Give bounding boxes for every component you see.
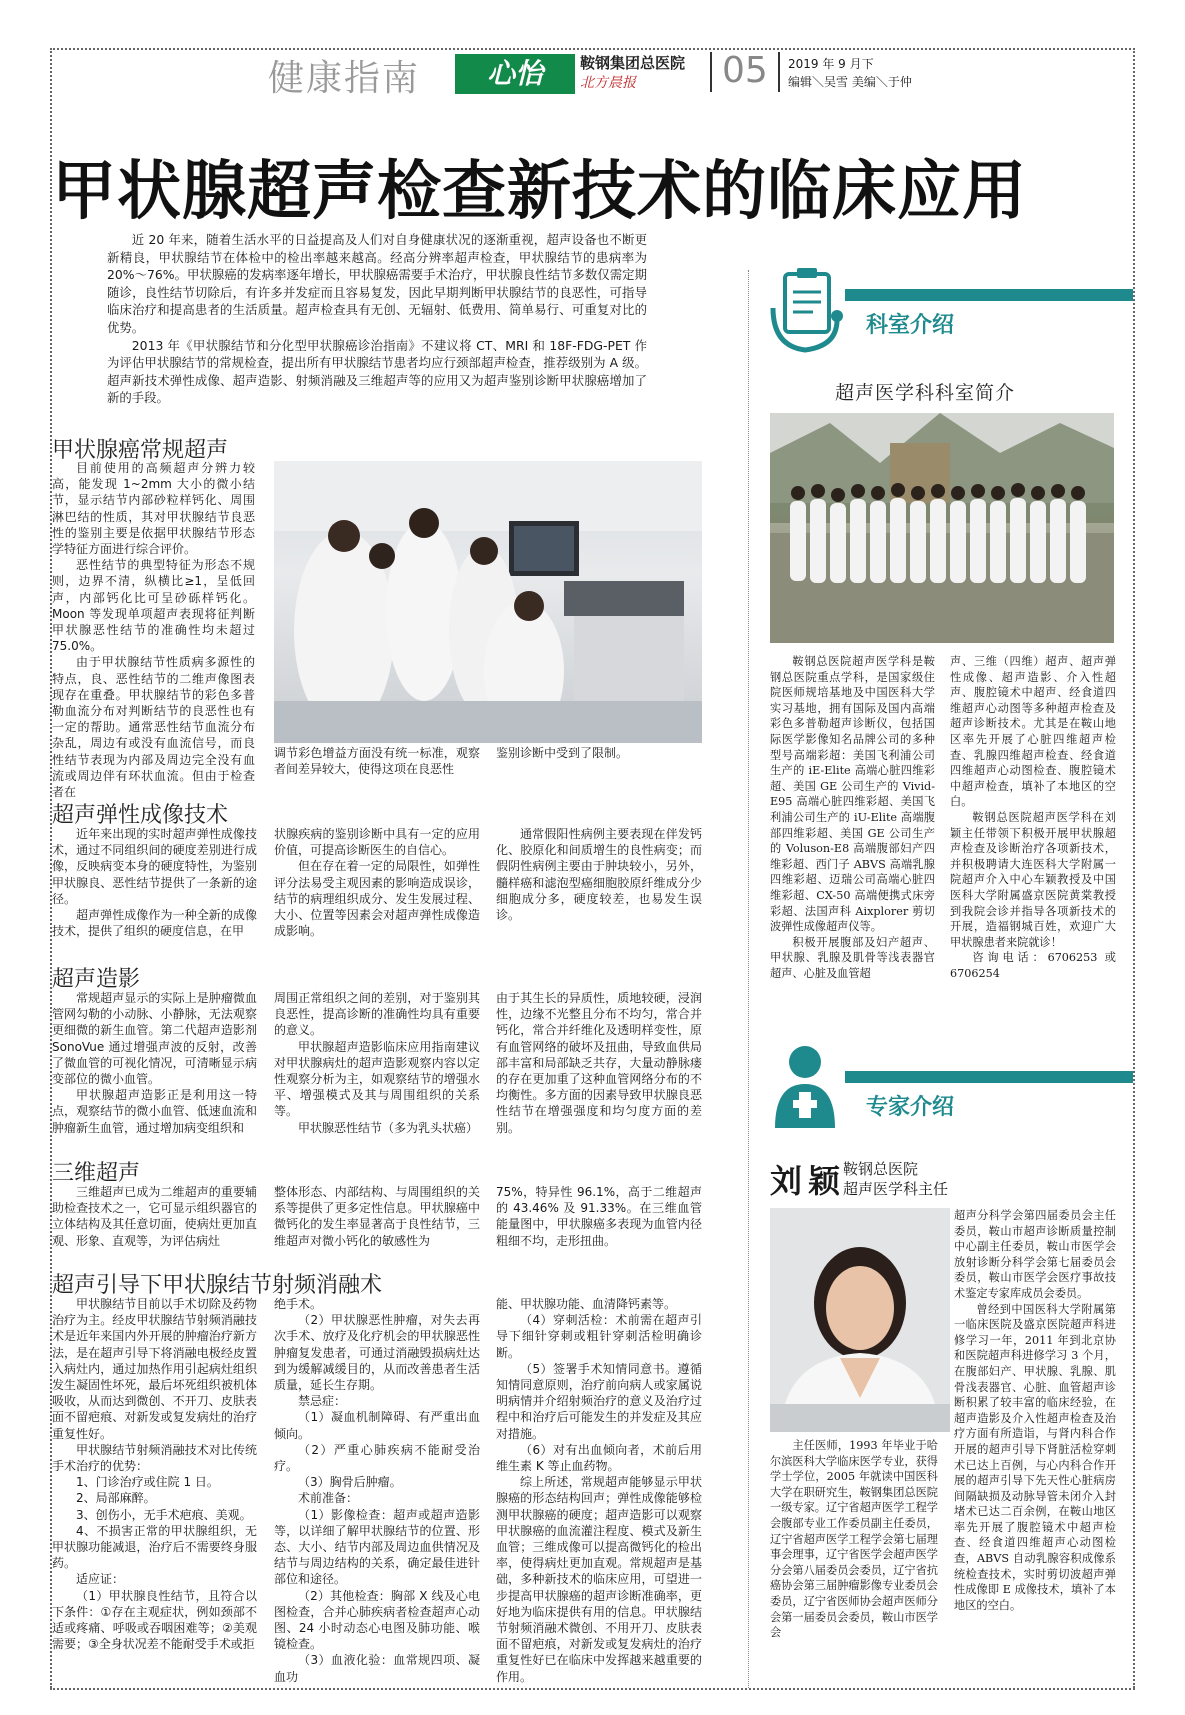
paragraph: 甲状腺结节目前以手术切除及药物治疗为主。经皮甲状腺结节射频消融技术是近年来国内外开展的肿瘤治疗新方法，是在超声引导下将消融电极经皮置入病灶内，通过加热作用引起病灶组织发生凝固性坏死，最后坏死组织被机体吸收，从而达到微创、不开刀、皮肤表面不留疤痕、对新发或复发病灶的治疗重复性好。 — [52, 1297, 257, 1441]
paragraph: 但在存在着一定的局限性，如弹性评分法易受主观因素的影响造成误诊，结节的病理组织成分、发生发展过程、大小、位置等因素会对超声弹性成像造成影响。 — [274, 859, 480, 939]
logo: 心怡 — [455, 54, 575, 94]
paragraph: 超声分科学会第四届委员会主任委员，鞍山市超声诊断质量控制中心副主任委员，鞍山市医学会放射诊断分科学会第七届委员会委员，鞍山市医学会医疗事故技术鉴定专家库成员会委员。 — [954, 1209, 1116, 1300]
paragraph: 术前准备： — [298, 1491, 359, 1506]
expert-banner-bar — [845, 1071, 1133, 1083]
section-title: 超声引导下甲状腺结节射频消融术 — [52, 1273, 383, 1298]
dept-banner-label: 科室介绍 — [866, 313, 955, 338]
paragraph: 近年来出现的实时超声弹性成像技术，通过不同组织间的硬度差别进行成像，反映病变本身的硬度特性，为鉴别甲状腺良、恶性结节提供了一条新的途径。 — [52, 827, 257, 906]
expert-column — [954, 1208, 1116, 1612]
paragraph: （3）血液化验：血常规四项、凝血功 — [274, 1653, 480, 1684]
section-column — [52, 826, 257, 946]
dept-column — [950, 654, 1116, 1020]
paragraph: 由于甲状腺结节性质病多源性的特点，良、恶性结节的二维声像图表现存在重叠。甲状腺结节的彩色多普勒血流分布对判断结节的良恶性也有一定的帮助。通常恶性结节血流分布杂乱，周边有或没有血流信号，而良性结节表现为内部及周边完全没有血流或周边伴有环状血流。但由于检查者在 — [52, 655, 255, 800]
paragraph: 绝手术。 — [274, 1297, 323, 1311]
section-column — [52, 1296, 257, 1684]
paragraph: （1）凝血机制障碍、有严重出血倾向。 — [274, 1410, 480, 1441]
logo-sub: 北方晨报 — [580, 75, 636, 91]
section-title: 超声造影 — [52, 967, 141, 992]
paragraph: 4、不损害正常的甲状腺组织，无甲状腺功能减退，治疗后不需要终身服药。 — [52, 1523, 257, 1571]
section-column — [496, 826, 702, 946]
paragraph: （4）穿刺活检：术前需在超声引导下细针穿刺或粗针穿刺活检明确诊断。 — [496, 1313, 702, 1360]
paragraph: 综上所述，常规超声能够显示甲状腺癌的形态结构回声；弹性成像能够检测甲状腺癌的硬度；超声造影可以观察甲状腺癌的血流灌注程度、模式及新生血管；三维成像可以提高微钙化的检出率，使得病灶更加直观。常规超声是基础，多种新技术的临床应用，可望进一步提高甲状腺癌的超声诊断准确率，更好地为临床提供有用的信息。甲状腺结节射频消融术微创、不用开刀、皮肤表面不留疤痕，对新发或复发病灶的治疗重复性好已在临床中发挥越来越重要的作用。 — [496, 1475, 702, 1684]
paragraph: 1、门诊治疗或住院 1 日。 — [76, 1475, 219, 1490]
paragraph: 甲状腺超声造影正是利用这一特点，观察结节的微小血管、低速血流和肿瘤新生血管，通过增加病变组织和 — [52, 1088, 257, 1135]
paragraph: 由于其生长的异质性，质地较硬，浸润性，边缘不光整且分布不均匀，常合并钙化，常合并纤维化及透明样变性，原有血管网络的破坏及扭曲，导致血供局部丰富和局部缺乏共存，大量动静脉瘘的存在更加重了这种血管网络分布的不均衡性。多方面的因素导致甲状腺良恶性结节在增强强度和均匀度方面的差别。 — [496, 991, 702, 1135]
section-column — [274, 826, 480, 946]
paragraph: 2、局部麻醉。 — [76, 1491, 156, 1506]
paragraph: 鞍钢总医院超声医学科在刘颖主任带领下积极开展甲状腺超声检查及诊断治疗各项新技术，并积极聘请大连医科大学附属一院超声介入中心车颖教授及中国医科大学附属盛京医院黄棠教授到我院会诊并指导各项新技术的开展，造福钢城百姓，欢迎广大甲状腺患者来院就诊！ — [950, 810, 1116, 949]
section-column — [496, 1184, 702, 1250]
paragraph: 甲状腺结节射频消融技术对比传统手术治疗的优势： — [52, 1442, 257, 1474]
paragraph: 75%，特异性 96.1%，高于二维超声的 43.46% 及 91.33%。在三维血管能量图中，甲状腺癌多表现为血管内径粗细不均，走形扭曲。 — [496, 1185, 702, 1248]
section-title: 三维超声 — [52, 1161, 141, 1186]
paragraph: （1）影像检查：超声或超声造影等，以详细了解甲状腺结节的位置、形态、大小、结节内部及周边血供情况及结节与周边结构的关系，确定最佳进针部位和途径。 — [274, 1507, 480, 1587]
section-column — [496, 990, 702, 1135]
section-column — [274, 990, 480, 1135]
paragraph: 禁忌症： — [298, 1394, 347, 1409]
paragraph: 整体形态、内部结构、与周围组织的关系等提供了更多定性信息。甲状腺癌中微钙化的发生率显著高于良性结节，三维超声对微小钙化的敏感性为 — [274, 1185, 480, 1248]
section-label: 健康指南 — [268, 58, 421, 99]
expert-title: 超声医学科主任 — [843, 1180, 949, 1198]
section-column — [274, 745, 480, 777]
section-column — [52, 1184, 257, 1250]
ultrasound-exam-photo — [274, 461, 702, 743]
dept-staff-photo — [770, 413, 1114, 643]
paragraph: （3）胸骨后肿瘤。 — [298, 1475, 402, 1490]
paragraph: 鞍钢总医院超声医学科是鞍钢总医院重点学科，是国家级住院医师规培基地及中国医科大学实习基地，拥有国际及国内高端彩色多普勒超声诊断仪，包括国际医学影像知名品牌公司的多种型号高端彩超：美国飞利浦公司生产的 iE-Elite 高端心脏四维彩超、美国 GE 公司生产的 Vivid-E95 高端心脏四维彩超、美国飞利浦公司生产的 iU-Elite 高端腹部四维彩超、美国 GE 公司生产的 Voluson-E8 高端腹部妇产四维彩超、西门子 ABVS 高端乳腺四维彩超、迈瑞公司高端心脏四维彩超、CX-50 高端便携式床旁彩超、法国声科 Aixplorer 剪切波弹性成像超声仪等。 — [770, 655, 935, 934]
paragraph: （1）甲状腺良性结节，且符合以下条件：①存在主观症状，例如颈部不适或疼痛、呼吸或吞咽困难等；②美观需要；③全身状况差不能耐受手术或拒 — [52, 1588, 257, 1652]
paragraph: 3、创伤小，无手术疤痕、美观。 — [76, 1507, 252, 1522]
expert-banner-label: 专家介绍 — [866, 1095, 955, 1120]
paragraph: 常规超声显示的实际上是肿瘤微血管网勾勒的小动脉、小静脉，无法观察更细微的新生血管。第二代超声造影剂 SonoVue 通过增强声波的反射，改善了微血管的可视化情况，可清晰显示病变部位的微小血管。 — [52, 991, 257, 1087]
section-column — [274, 1296, 480, 1684]
paragraph: （2）严重心肺疾病不能耐受治疗。 — [274, 1442, 480, 1474]
intro-paragraph: 2013 年《甲状腺结节和分化型甲状腺癌诊治指南》不建议将 CT、MRI 和 18F-FDG-PET 作为评估甲状腺结节的常规检查，提出所有甲状腺结节患者均应行颈部超声检查，推荐级别为 A 级。超声新技术弹性成像、超声造影、射频消融及三维超声等的应用又为超声鉴别诊断甲状腺癌增加了新的手段。 — [107, 337, 647, 406]
page-number: 05 — [722, 50, 768, 91]
paragraph: 恶性结节的典型特征为形态不规则，边界不清，纵横比≥1，呈低回声，内部钙化比可呈砂砾样钙化。Moon 等发现单项超声表现将征判断甲状腺恶性结节的准确性均未超过 75.0%。 — [52, 558, 255, 654]
paragraph: 鉴别诊断中受到了限制。 — [496, 746, 629, 760]
issue-date: 2019 年 9 月下 — [788, 57, 874, 71]
dept-icon — [765, 268, 845, 358]
column-divider — [748, 270, 749, 1688]
paragraph: 主任医师，1993 年毕业于哈尔滨医科大学临床医学专业，获得学士学位，2005 年就读中国医科大学在职研究生，鞍钢集团总医院一级专家。辽宁省超声医学工程学会腹部专业工作委员副主任委员，辽宁省超声医学工程学会第七届理事会理事，辽宁省医学会超声医学分会第八届委员会委员，辽宁省抗癌协会第三届肿瘤影像专业委员会委员，辽宁省医师协会超声医师分会第一届委员会委员，鞍山市医学会 — [770, 1439, 938, 1640]
paragraph: 周围正常组织之间的差别，对于鉴别其良恶性，提高诊断的准确性均具有重要的意义。 — [274, 991, 480, 1038]
paragraph: 声、三维（四维）超声、超声弹性成像、超声造影、介入性超声、腹腔镜术中超声、经食道四维超声心动图等多种超声检查及超声诊断技术。尤其是在鞍山地区率先开展了心脏四维超声检查、乳腺四维超声检查、经食道四维超声心动图检查、腹腔镜术中超声检查，填补了本地区的空白。 — [950, 655, 1116, 809]
section-column — [52, 990, 257, 1135]
paragraph: （6）对有出血倾向者，术前后用维生素 K 等止血药物。 — [496, 1442, 702, 1474]
expert-icon — [765, 1040, 845, 1130]
paragraph: 曾经到中国医科大学附属第一临床医院及盛京医院超声科进修学习一年，2011 年到北京协和医院超声科进修学习 3 个月，在腹部妇产、甲状腺、乳腺、肌骨浅表器官、心脏、血管超声诊断积累了较丰富的临床经验，在超声造影及介入性超声检查及治疗方面有所造诣，与肾内科合作开展的超声引导下肾脏活检穿刺术已达上百例，与心内科合作开展的超声引导下先天性心脏病房间隔缺损及动脉导管未闭介入封堵术已达二百余例，在鞍山地区率先开展了腹腔镜术中超声检查、经食道四维超声心动图检查，ABVS 自动乳腺容积成像系统检查技术，实时剪切波超声弹性成像即 E 成像技术，填补了本地区的空白。 — [954, 1302, 1116, 1612]
masthead-divider — [778, 52, 780, 92]
paragraph: 甲状腺恶性结节（多为乳头状癌） — [298, 1120, 479, 1135]
paragraph: 目前使用的高频超声分辨力较高，能发现 1~2mm 大小的微小结节，显示结节内部砂粒样钙化、周围淋巴结的性质，其对甲状腺结节良恶性的鉴别主要是依据甲状腺结节形态学特征方面进行综合评价。 — [52, 461, 255, 557]
paragraph: 甲状腺超声造影临床应用指南建议对甲状腺病灶的超声造影观察内容以定性观察分析为主，如观察结节的增强水平、增强模式及其与周围组织的关系等。 — [274, 1039, 480, 1119]
paragraph: 积极开展腹部及妇产超声、甲状腺、乳腺及肌骨等浅表器官超声、心脏及血管超 — [770, 935, 935, 980]
section-column — [52, 460, 255, 810]
masthead-divider — [710, 52, 712, 92]
section-title: 超声弹性成像技术 — [52, 803, 229, 828]
expert-portrait — [770, 1208, 950, 1432]
dept-subtitle: 超声医学科科室简介 — [835, 382, 1016, 404]
expert-column — [770, 1438, 938, 1684]
intro-paragraph: 近 20 年来，随着生活水平的日益提高及人们对自身健康状况的逐渐重视，超声设备也不断更新精良，甲状腺结节在体检中的检出率越来越高。经高分辨率超声检查，甲状腺结节的患病率为 20%～76%。甲状腺癌的发病率逐年增长，甲状腺癌需要手术治疗，甲状腺良性结节多数仅需定期随诊，良性结节切除后，有许多并发症而且容易复发，因此早期判断甲状腺结节的良恶性，可指导临床治疗和提高患者的生活质量。超声检查具有无创、无辐射、低费用、简单易行、可重复对比的优势。 — [107, 232, 647, 335]
editors: 编辑＼吴雪 美编＼于仲 — [788, 75, 912, 89]
intro — [107, 231, 647, 407]
paragraph: 能、甲状腺功能、血清降钙素等。 — [496, 1297, 677, 1311]
paragraph: 状腺疾病的鉴别诊断中具有一定的应用价值，可提高诊断医生的自信心。 — [274, 827, 480, 858]
contact-phone: 咨询电话：6706253 或 6706254 — [950, 951, 1116, 980]
section-column — [496, 1296, 702, 1684]
dept-banner-bar — [845, 289, 1133, 301]
paragraph: 三维超声已成为二维超声的重要辅助检查技术之一，它可显示组织器官的立体结构及其任意切面，使病灶更加直观、形象、直观等，为评估病灶 — [52, 1185, 257, 1248]
expert-name: 刘颖 — [770, 1162, 847, 1200]
hospital-name: 鞍钢集团总医院 — [580, 54, 686, 72]
section-title: 甲状腺癌常规超声 — [52, 438, 229, 463]
expert-hospital: 鞍钢总医院 — [843, 1160, 919, 1178]
section-column — [496, 745, 702, 761]
dept-column — [770, 654, 935, 1020]
paragraph: （2）其他检查：胸部 X 线及心电图检查，合并心肺疾病者检查超声心动图、24 小时动态心电图及肺功能、喉镜检查。 — [274, 1588, 480, 1652]
paragraph: （5）签署手术知情同意书。遵循知情同意原则，治疗前向病人或家属说明病情并介绍射频治疗的意义及治疗过程中和治疗后可能发生的并发症及其应对措施。 — [496, 1361, 702, 1441]
paragraph: （2）甲状腺恶性肿瘤，对失去再次手术、放疗及化疗机会的甲状腺恶性肿瘤复发患者，可通过消融毁损病灶达到为缓解减缓目的，从而改善患者生活质量，延长生存期。 — [274, 1313, 480, 1393]
headline: 甲状腺超声检查新技术的临床应用 — [52, 155, 1027, 229]
paragraph: 超声弹性成像作为一种全新的成像技术，提供了组织的硬度信息，在甲 — [52, 908, 257, 939]
section-column — [274, 1184, 480, 1250]
paragraph: 调节彩色增益方面没有统一标准，观察者间差异较大，使得这项在良恶性 — [274, 746, 480, 777]
paragraph: 适应证： — [76, 1572, 125, 1587]
paragraph: 通常假阳性病例主要表现在伴发钙化、胶原化和间质增生的良性病变；而假阴性病例主要由于肿块较小，另外，髓样癌和滤泡型癌细胞胶原纤维成分少细胞成分多，硬度较差，也易发生误诊。 — [496, 827, 702, 923]
